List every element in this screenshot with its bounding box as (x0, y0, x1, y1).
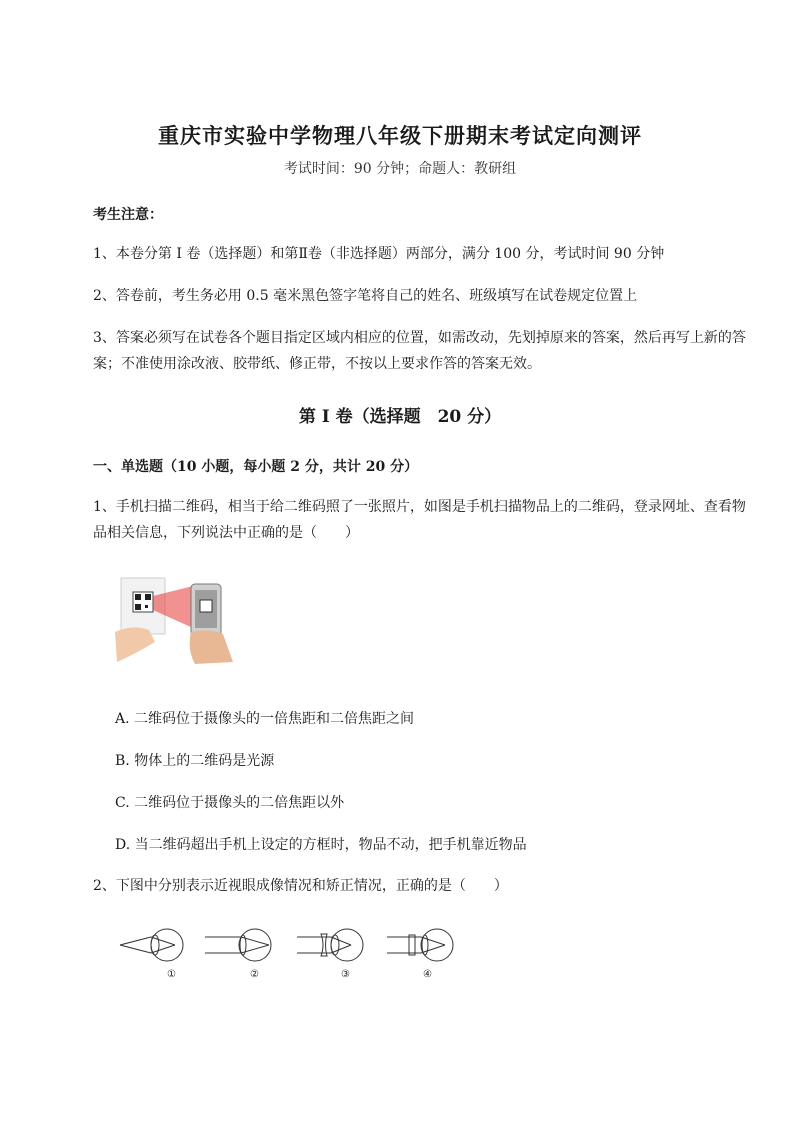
question-1-stem: 1、手机扫描二维码，相当于给二维码照了一张照片，如图是手机扫描物品上的二维码，登录网址、查看物品相关信息，下列说法中正确的是（ ） (93, 499, 746, 541)
notice-item-2: 2、答卷前，考生务必用 0.5 毫米黑色签字笔将自己的姓名、班级填写在试卷规定位置上 (93, 288, 638, 304)
eye-diagrams-figure (115, 925, 460, 987)
page-title: 重庆市实验中学物理八年级下册期末考试定向测评 (158, 123, 642, 148)
question-1-option-a: A. 二维码位于摄像头的一倍焦距和二倍焦距之间 (115, 711, 415, 727)
notice-item-3: 3、答案必须写在试卷各个题目指定区域内相应的位置，如需改动，先划掉原来的答案，然后再写上新的答案；不准使用涂改液、胶带纸、修正带，不按以上要求作答的答案无效。 (93, 330, 746, 372)
part-heading: 一、单选题（10 小题，每小题 2 分，共计 20 分） (93, 459, 419, 475)
notice-item-1: 1、本卷分第 I 卷（选择题）和第Ⅱ卷（非选择题）两部分，满分 100 分，考试时间 90 分钟 (93, 246, 665, 262)
question-1-option-b: B. 物体上的二维码是光源 (115, 753, 275, 769)
eye-figure-label-2: ② (250, 969, 259, 980)
question-2-stem: 2、下图中分别表示近视眼成像情况和矫正情况，正确的是（ ） (93, 878, 508, 894)
question-1-option-c: C. 二维码位于摄像头的二倍焦距以外 (115, 795, 345, 811)
eye-figure-label-3: ③ (341, 969, 350, 980)
eye-figure-label-1: ① (167, 969, 176, 980)
exam-info: 考试时间：90 分钟；命题人：教研组 (283, 161, 517, 177)
question-1-option-d: D. 当二维码超出手机上设定的方框时，物品不动，把手机靠近物品 (115, 837, 527, 853)
notice-heading: 考生注意： (93, 207, 163, 223)
section-title: 第 I 卷（选择题 20 分） (298, 407, 502, 427)
eye-figure-label-4: ④ (423, 969, 432, 980)
qr-scan-figure (115, 572, 235, 668)
